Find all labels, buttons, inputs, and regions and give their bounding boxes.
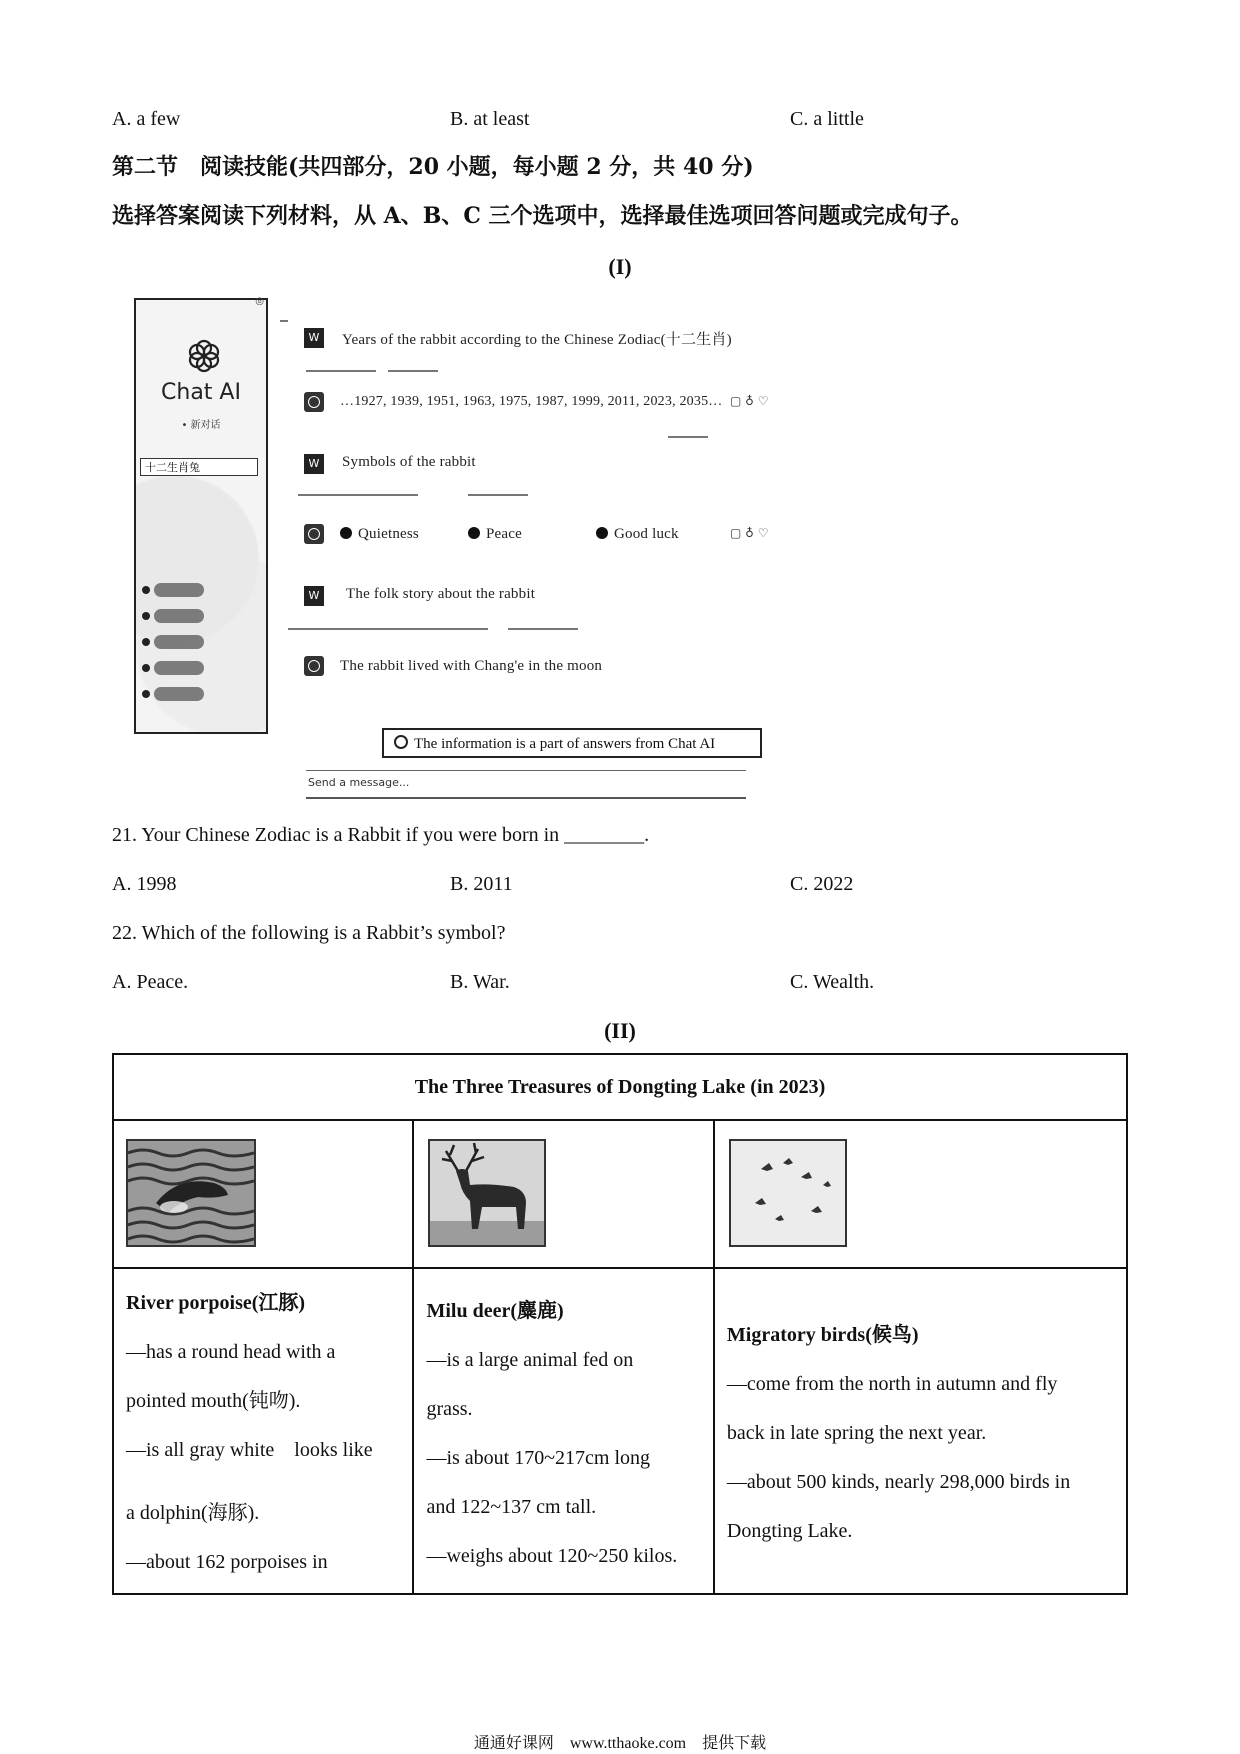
q22-text: 22. Which of the following is a Rabbit’s symbol? [112,922,506,944]
chat-answer-3: The rabbit lived with Chang'e in the moon [340,658,603,674]
sidebar-dot-icon [142,586,150,594]
sidebar-item[interactable] [154,583,204,597]
feedback-icons[interactable]: ▢ ♁ ♡ [730,526,769,540]
feedback-icons[interactable]: ▢ ♁ ♡ [730,394,769,408]
porpoise-name: River porpoise(江豚) [126,1292,306,1314]
divider [388,370,438,372]
sidebar-dot-icon [142,638,150,646]
chat-ai-figure [128,290,808,810]
chat-notice: The information is a part of answers from Chat AI [382,728,762,758]
birds-line-3: —about 500 kinds, nearly 298,000 birds in [726,1471,1071,1493]
q21-option-b: B. 2011 [450,873,513,895]
divider [468,494,528,496]
deer-image [428,1139,546,1247]
chat-question-1: Years of the rabbit according to the Chinese Zodiac(十二生肖) [342,332,732,348]
page-footer: 通通好课网 www.tthaoke.com 提供下载 [473,1735,767,1752]
ai-avatar-icon [304,392,324,412]
image-cell-porpoise [113,1120,413,1268]
divider [508,628,578,630]
chat-question-3: The folk story about the rabbit [346,586,536,602]
chat-answer-1: …1927, 1939, 1951, 1963, 1975, 1987, 1999, 2011, 2023, 2035… [340,394,723,409]
send-placeholder: Send a message... [308,776,410,789]
ai-avatar-icon [304,524,324,544]
divider [288,628,488,630]
q21-option-a: A. 1998 [112,873,177,895]
part2-label: (II) [604,1018,636,1043]
sidebar-item[interactable] [154,687,204,701]
bullet-icon [468,527,480,539]
symbol-item-3: Good luck [596,526,679,543]
part1-label: (I) [608,254,632,279]
sidebar-subtitle: • 新对话 [181,420,221,431]
birds-line-2: back in late spring the next year. [726,1422,987,1444]
deer-line-4: and 122~137 cm tall. [426,1496,597,1518]
bullet-icon [340,527,352,539]
q20-option-a: A. a few [112,108,181,130]
porpoise-line-5: —about 162 porpoises in [126,1551,328,1573]
divider [280,320,288,322]
porpoise-line-4: a dolphin(海豚). [126,1502,260,1524]
q22-option-a: A. Peace. [112,971,189,993]
porpoise-line-1: —has a round head with a [126,1341,336,1363]
sidebar-item[interactable] [154,661,204,675]
openai-logo-icon [184,336,224,376]
divider [306,370,376,372]
sidebar-dot-icon [142,690,150,698]
porpoise-line-2: pointed mouth(钝吻). [126,1390,301,1412]
porpoise-description [113,1268,413,1594]
birds-description [714,1268,1127,1594]
ai-avatar-icon [304,656,324,676]
sidebar-dot-icon [142,612,150,620]
symbol-item-2: Peace [468,526,522,543]
birds-line-1: —come from the north in autumn and fly [726,1373,1058,1395]
sidebar-dot-icon [142,664,150,672]
divider [668,436,708,438]
user-avatar: W [304,586,324,606]
q22-option-b: B. War. [450,971,510,993]
birds-image [729,1139,847,1247]
deer-line-2: grass. [426,1398,473,1420]
q22-option-c: C. Wealth. [790,971,875,993]
birds-line-4: Dongting Lake. [726,1520,853,1542]
deer-description [413,1268,713,1594]
sidebar-corner-icon: ◎ [255,296,264,307]
q21-text: 21. Your Chinese Zodiac is a Rabbit if you were born in ________. [112,824,650,846]
symbol-item-1: Quietness [340,526,419,543]
user-avatar: W [304,454,324,474]
birds-name: Migratory birds(候鸟) [726,1324,919,1346]
porpoise-line-3: —is all gray white looks like [126,1439,373,1461]
q20-option-c: C. a little [790,108,864,130]
sidebar-item[interactable] [154,609,204,623]
image-cell-birds [714,1120,1127,1268]
sidebar-item[interactable] [154,635,204,649]
deer-line-1: —is a large animal fed on [426,1349,634,1371]
user-avatar: W [304,328,324,348]
divider [298,494,418,496]
treasure-table [112,1053,1128,1595]
refresh-icon [394,735,408,749]
section-instruction: 选择答案阅读下列材料，从 A、B、C 三个选项中，选择最佳选项回答问题或完成句子。 [112,203,973,229]
q21-option-c: C. 2022 [790,873,854,895]
section-heading: 第二节 阅读技能(共四部分，20 小题，每小题 2 分，共 40 分) [112,154,754,180]
sidebar-title: Chat AI [161,380,241,405]
bullet-icon [596,527,608,539]
q20-option-b: B. at least [450,108,530,130]
porpoise-image [126,1139,256,1247]
chat-sidebar [134,298,268,734]
deer-name: Milu deer(麋鹿) [426,1300,564,1322]
image-cell-deer [413,1120,713,1268]
send-message-input[interactable] [306,770,746,799]
deer-line-3: —is about 170~217cm long [426,1447,651,1469]
deer-line-5: —weighs about 120~250 kilos. [426,1545,678,1567]
sidebar-chat-chip[interactable]: 十二生肖兔 [140,458,258,476]
table-title: The Three Treasures of Dongting Lake (in 2023) [113,1054,1127,1120]
chat-question-2: Symbols of the rabbit [342,454,476,470]
